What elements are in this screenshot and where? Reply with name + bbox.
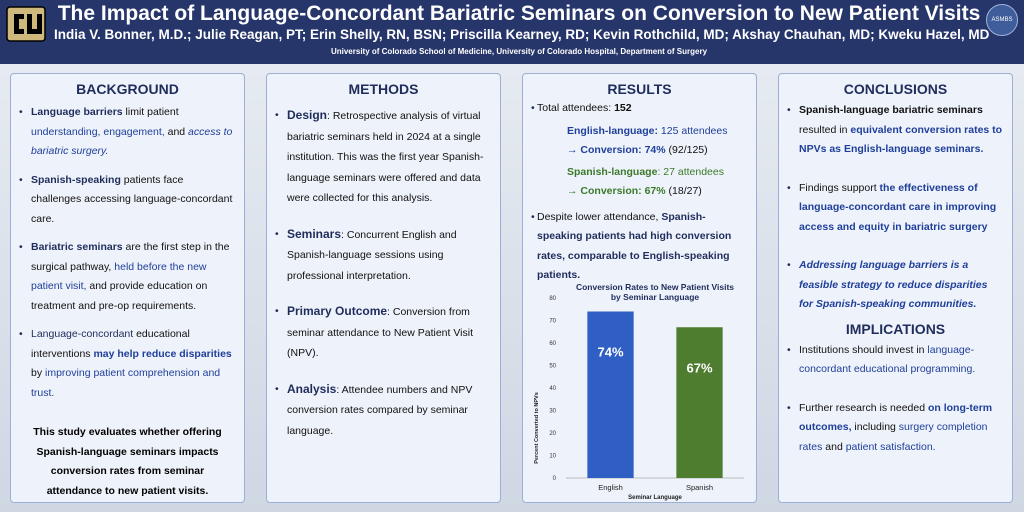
text-span: and — [164, 125, 189, 138]
text-span: held before the new patient visit, — [31, 260, 207, 292]
university-logo-icon — [6, 6, 46, 42]
text-span: are the first step in the surgical pathway, — [31, 241, 230, 273]
text-span: 125 attendees — [658, 124, 728, 137]
text-span: may help reduce disparities — [93, 347, 232, 360]
poster-header — [0, 0, 1024, 64]
x-axis-label: Seminar Language — [628, 495, 682, 501]
spanish-result — [523, 163, 756, 202]
text-span: Analysis — [287, 381, 337, 396]
author-list: India V. Bonner, M.D.; Julie Reagan, PT; Erin Shelly, RN, BSN; Priscilla Kearney, RD; Kevin Rothchild, MD; Akshay Chauhan, MD; Kweku Hazel, MD — [54, 27, 990, 42]
y-tick-label: 30 — [549, 408, 556, 415]
text-span: Bariatric seminars — [31, 241, 123, 253]
results-heading: RESULTS — [607, 81, 672, 97]
text-span: Findings support — [799, 181, 880, 194]
text-span: : Retrospective analysis of virtual bariatric seminars held in 2024 at a single institution. This was the first year Spanish-language seminars were offered and data were collected for this analysis. — [287, 110, 484, 204]
conversion-chart — [528, 282, 752, 502]
methods-item — [267, 224, 490, 287]
conclusions-item — [779, 256, 1004, 315]
text-span: : Concurrent English and Spanish-language sessions using professional interpretation. — [287, 228, 457, 282]
implications-item — [779, 341, 1004, 380]
text-span: Spanish-language bariatric seminars — [799, 104, 983, 116]
text-span: Despite lower attendance, — [537, 210, 662, 223]
text-span: Spanish-speaking — [31, 173, 121, 186]
text-span: surgery completion rates — [799, 421, 988, 453]
y-tick-label: 60 — [549, 341, 556, 347]
english-result — [523, 122, 756, 161]
text-span: Institutions should invest in — [799, 343, 928, 356]
implications-list — [779, 341, 1012, 458]
text-span: Seminars — [287, 226, 342, 241]
text-span: (18/27) — [665, 185, 702, 197]
methods-item — [267, 379, 490, 442]
bar — [587, 312, 633, 479]
methods-panel — [266, 73, 501, 503]
results-item — [523, 208, 746, 286]
x-tick-label: English — [598, 483, 623, 492]
y-axis-label: Percent Converted to NPVs — [534, 392, 540, 464]
y-tick-label: 50 — [549, 363, 556, 370]
methods-item — [267, 105, 490, 209]
results-list — [523, 99, 756, 119]
conclusions-list — [779, 101, 1012, 315]
text-span: patients face challenges accessing language-concordant care. — [31, 173, 233, 225]
text-span: Design — [287, 108, 328, 122]
bar — [676, 327, 722, 478]
y-tick-label: 70 — [549, 318, 556, 325]
bar-value-label: 74% — [597, 344, 624, 360]
text-span: → Conversion: 67% — [567, 185, 666, 197]
text-span: Spanish-language — [567, 165, 658, 178]
y-tick-label: 80 — [549, 296, 556, 302]
background-item — [11, 103, 236, 162]
conclusions-heading: CONCLUSIONS — [843, 81, 948, 97]
text-span: : Attendee numbers and NPV conversion rates compared by seminar language. — [287, 383, 473, 437]
text-span: patient satisfaction. — [845, 440, 936, 453]
methods-heading: METHODS — [348, 81, 419, 97]
text-span: educational interventions — [31, 328, 190, 360]
text-span: : Conversion from seminar attendance to New Patient Visit (NPV). — [287, 306, 473, 359]
text-span: limit patient — [122, 106, 179, 118]
poster-body — [0, 64, 1024, 512]
background-heading: BACKGROUND — [76, 81, 179, 97]
text-span: Addressing language barriers is a feasible strategy to reduce disparities for Spanish-speaking communities. — [799, 259, 988, 310]
methods-list — [267, 105, 500, 441]
y-tick-label: 10 — [549, 453, 556, 460]
chart-title: by Seminar Language — [610, 292, 700, 302]
text-span: including — [851, 421, 899, 433]
background-item — [11, 238, 236, 316]
text-span: → Conversion: 74% — [567, 144, 666, 156]
results-list-2 — [523, 208, 756, 286]
text-span: (92/125) — [665, 144, 708, 156]
text-span: language-concordant educational programming. — [799, 343, 976, 375]
conclusions-panel — [778, 73, 1013, 503]
y-tick-label: 20 — [549, 431, 556, 437]
text-span: equivalent conversion rates to NPVs as English-language seminars. — [799, 123, 1003, 155]
text-span: Total attendees: — [537, 102, 615, 114]
y-tick-label: 0 — [552, 476, 556, 482]
background-panel — [10, 73, 245, 503]
x-tick-label: Spanish — [685, 483, 714, 492]
text-span: improving patient comprehension and trust. — [31, 367, 221, 399]
text-span: and provide education on treatment and pre-op requirements. — [31, 280, 208, 312]
study-aim: This study evaluates whether offering Spanish-language seminars impacts conversion rates from seminar attendance to new patient visits. — [33, 426, 222, 497]
bar-chart — [528, 282, 752, 502]
y-tick-label: 40 — [549, 386, 556, 392]
text-span: and — [822, 440, 846, 453]
text-span: understanding, engagement, — [31, 125, 165, 138]
background-item — [11, 325, 236, 403]
background-list — [11, 103, 244, 403]
bar-value-label: 67% — [686, 360, 713, 376]
text-span: Language barriers — [31, 106, 123, 118]
conclusions-item — [779, 101, 1004, 160]
text-span: by — [31, 367, 46, 379]
text-span: Further research is needed — [799, 401, 928, 414]
affiliation: University of Colorado School of Medicine, University of Colorado Hospital, Department of Surgery — [330, 47, 708, 56]
society-logo: ASMBS — [986, 4, 1018, 36]
implications-heading: IMPLICATIONS — [845, 320, 946, 337]
text-span: : 27 attendees — [657, 165, 724, 178]
text-span: access to bariatric surgery. — [31, 125, 233, 157]
text-span: Spanish-speaking patients had high conversion rates, comparable to English-speaking patients. — [537, 210, 732, 281]
text-span: English-language: — [567, 124, 659, 137]
results-item — [523, 99, 748, 119]
background-item — [11, 171, 236, 230]
methods-item — [267, 301, 490, 364]
text-span: on long-term outcomes, — [799, 401, 993, 433]
chart-title: Conversion Rates to New Patient Visits — [575, 282, 735, 292]
text-span: Primary Outcome — [287, 304, 388, 318]
poster-title: The Impact of Language-Concordant Bariatric Seminars on Conversion to New Patient Visits — [57, 2, 981, 25]
text-span: resulted in — [799, 123, 851, 136]
text-span: the effectiveness of language-concordant care in improving access and equity in bariatric surgery — [799, 181, 997, 233]
text-span: 152 — [614, 102, 632, 114]
implications-item — [779, 399, 1004, 458]
conclusions-item — [779, 179, 1004, 238]
text-span: Language-concordant — [31, 328, 134, 340]
